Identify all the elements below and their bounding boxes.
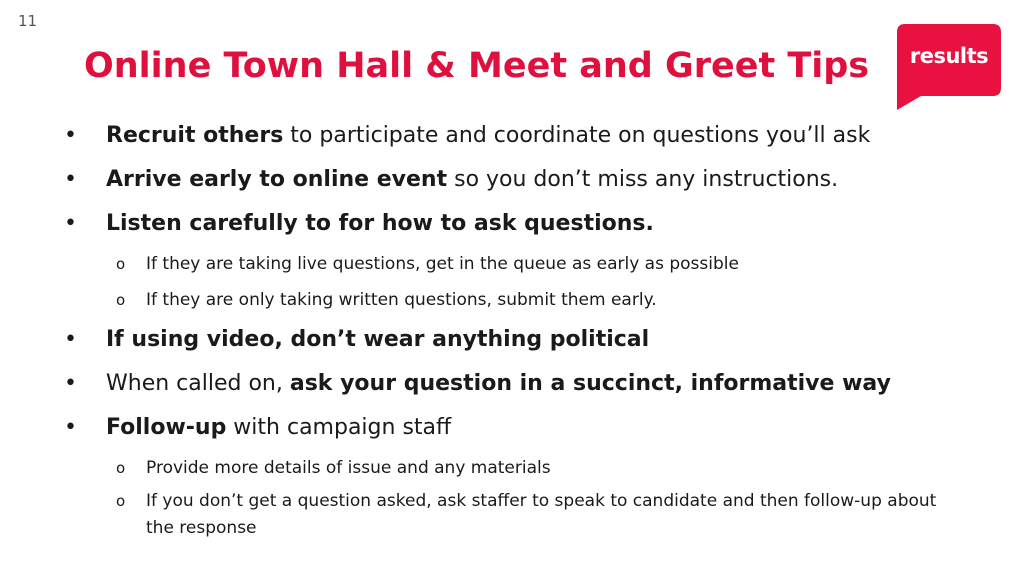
sub-bullet-marker: o [116,255,126,273]
bullet-marker: • [64,211,77,236]
logo-text: results [909,44,989,68]
bullet-bold-text: Recruit others [106,123,284,148]
slide-number: 11 [18,12,38,30]
bullet-marker: • [64,327,77,352]
bullet-bold-text: Listen carefully to for how to ask questions. [106,211,654,236]
sub-bullet-marker: o [116,492,126,510]
bullet-marker: • [64,371,77,396]
bullet-text: so you don’t miss any instructions. [447,167,839,192]
bullet-recruit [60,114,960,158]
sub-bullet-text: Provide more details of issue and any materials [146,458,551,478]
bullet-list [60,114,960,542]
sub-bullet-written-questions [60,282,960,318]
sub-bullet-text: If they are taking live questions, get in the queue as early as possible [146,254,739,274]
bullet-bold-text: ask your question in a succinct, informative way [289,371,891,396]
bullet-listen [60,202,960,246]
sub-bullet-marker: o [116,459,126,477]
sub-bullet-marker: o [116,291,126,309]
bullet-text: to participate and coordinate on questions you’ll ask [283,123,871,148]
bullet-follow-up [60,406,960,450]
sub-bullet-live-questions [60,246,960,282]
bullet-arrive-early [60,158,960,202]
bullet-bold-text: Arrive early to online event [106,167,448,192]
bullet-called-on [60,362,960,406]
bullet-marker: • [64,123,77,148]
bullet-bold-text: Follow-up [106,415,227,440]
sub-bullet-text: If they are only taking written questions, submit them early. [146,290,657,310]
bullet-bold-text: If using video, don’t wear anything political [106,327,650,352]
bullet-marker: • [64,167,77,192]
bullet-text: When called on, [106,371,290,396]
sub-bullet-more-details [60,450,960,486]
results-logo [895,24,1003,110]
bullet-text: with campaign staff [226,415,452,440]
bullet-video [60,318,960,362]
sub-bullet-no-question [60,486,960,542]
slide-title: Online Town Hall & Meet and Greet Tips [84,46,870,86]
bullet-marker: • [64,415,77,440]
sub-bullet-text: If you don’t get a question asked, ask staffer to speak to candidate and then follow-up about the response [146,491,937,538]
